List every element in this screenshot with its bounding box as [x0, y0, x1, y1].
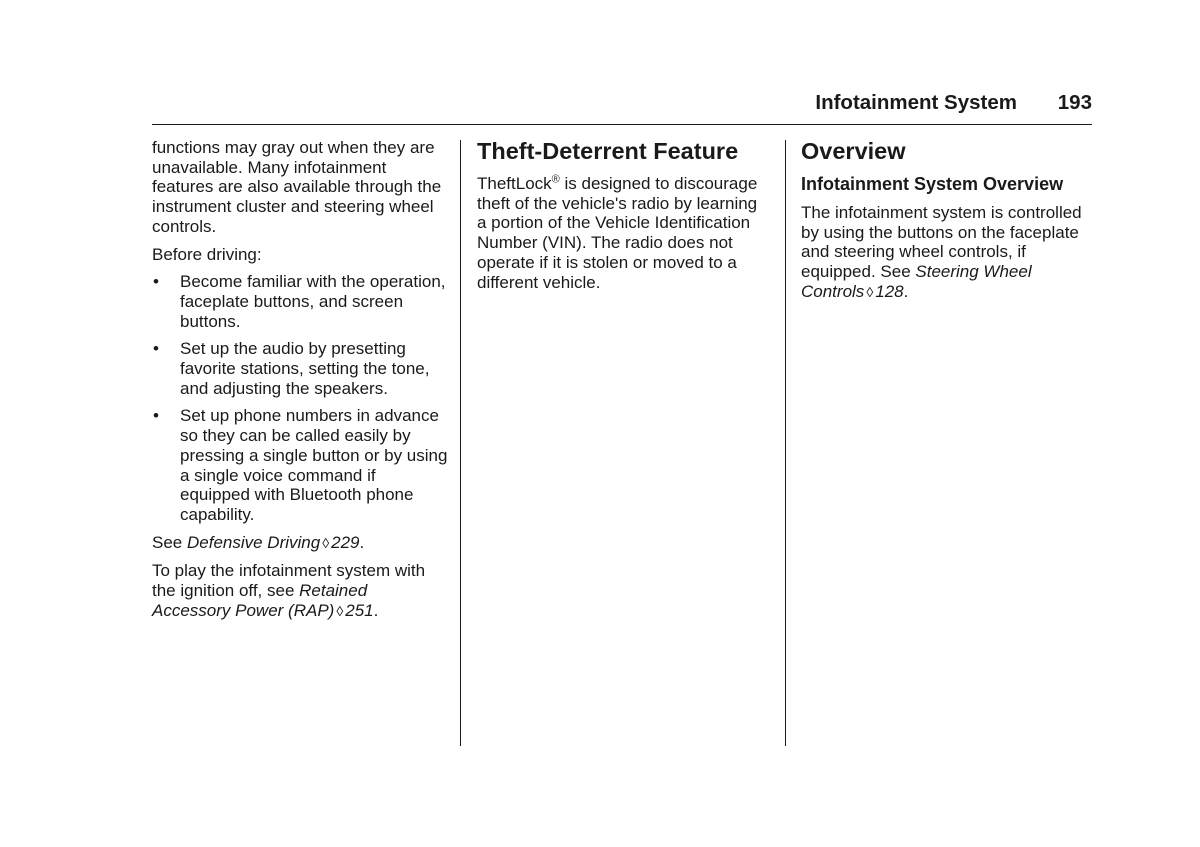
list-item-text: Become familiar with the operation, faceplate buttons, and screen buttons.	[180, 272, 446, 331]
list-item-text: Set up the audio by presetting favorite stations, setting the tone, and adjusting the speakers.	[180, 339, 430, 398]
theftlock-paragraph	[477, 174, 769, 292]
page-reference[interactable]: 251	[345, 600, 374, 620]
list-item	[152, 272, 448, 331]
column-divider	[785, 140, 786, 746]
bullet-list	[152, 272, 448, 524]
theft-deterrent-heading: Theft-Deterrent Feature	[477, 138, 739, 164]
bullet-icon: •	[153, 406, 159, 426]
page-reference[interactable]: 128	[875, 281, 904, 301]
page-reference-icon: ◊	[866, 283, 874, 300]
punctuation: .	[359, 532, 365, 552]
paragraph-text: The infotainment system is controlled by using the buttons on the faceplate and steering wheel controls, if equipped. See	[801, 203, 1082, 282]
see-defensive-driving	[152, 533, 448, 554]
punctuation: .	[373, 600, 379, 620]
intro-paragraph: functions may gray out when they are unavailable. Many infotainment features are also available through the instrument cluster and steering wheel controls.	[152, 138, 442, 236]
see-prefix: See	[152, 532, 187, 552]
column-right	[801, 138, 1093, 311]
punctuation: .	[903, 281, 909, 301]
registered-mark: ®	[551, 173, 560, 186]
list-item	[152, 339, 448, 398]
page-reference[interactable]: 229	[331, 532, 360, 552]
play-ignition-off-paragraph	[152, 561, 448, 621]
page-reference-icon: ◊	[336, 602, 344, 619]
defensive-driving-link[interactable]: Defensive Driving	[186, 532, 321, 552]
brand-name: TheftLock	[477, 174, 552, 193]
overview-paragraph	[801, 203, 1093, 303]
page-reference-icon: ◊	[322, 534, 330, 551]
bullet-icon: •	[153, 272, 159, 292]
steering-wheel-controls-link[interactable]: Steering Wheel Controls	[801, 262, 1032, 301]
column-divider	[460, 140, 461, 746]
section-title: Infotainment System	[815, 91, 1017, 114]
column-middle	[477, 138, 769, 300]
before-driving-label: Before driving:	[152, 244, 262, 264]
overview-heading: Overview	[801, 138, 906, 164]
page-header	[152, 88, 1092, 125]
paragraph-text: is designed to discourage theft of the vehicle's radio by learning a portion of the Vehicle Identification Number (VIN). The radio does not operate if it is stolen or moved to a different vehicle.	[477, 174, 758, 292]
paragraph-text: To play the infotainment system with the ignition off, see	[152, 561, 426, 601]
list-item-text: Set up phone numbers in advance so they can be called easily by pressing a single button or by using a single voice command if equipped with Bluetooth phone capability.	[180, 406, 448, 524]
bullet-icon: •	[153, 339, 159, 359]
infotainment-overview-subheading: Infotainment System Overview	[801, 174, 1064, 194]
column-left	[152, 138, 448, 629]
rap-link[interactable]: Retained Accessory Power (RAP)	[152, 581, 368, 620]
page-number: 193	[1057, 91, 1092, 114]
list-item	[152, 406, 448, 524]
